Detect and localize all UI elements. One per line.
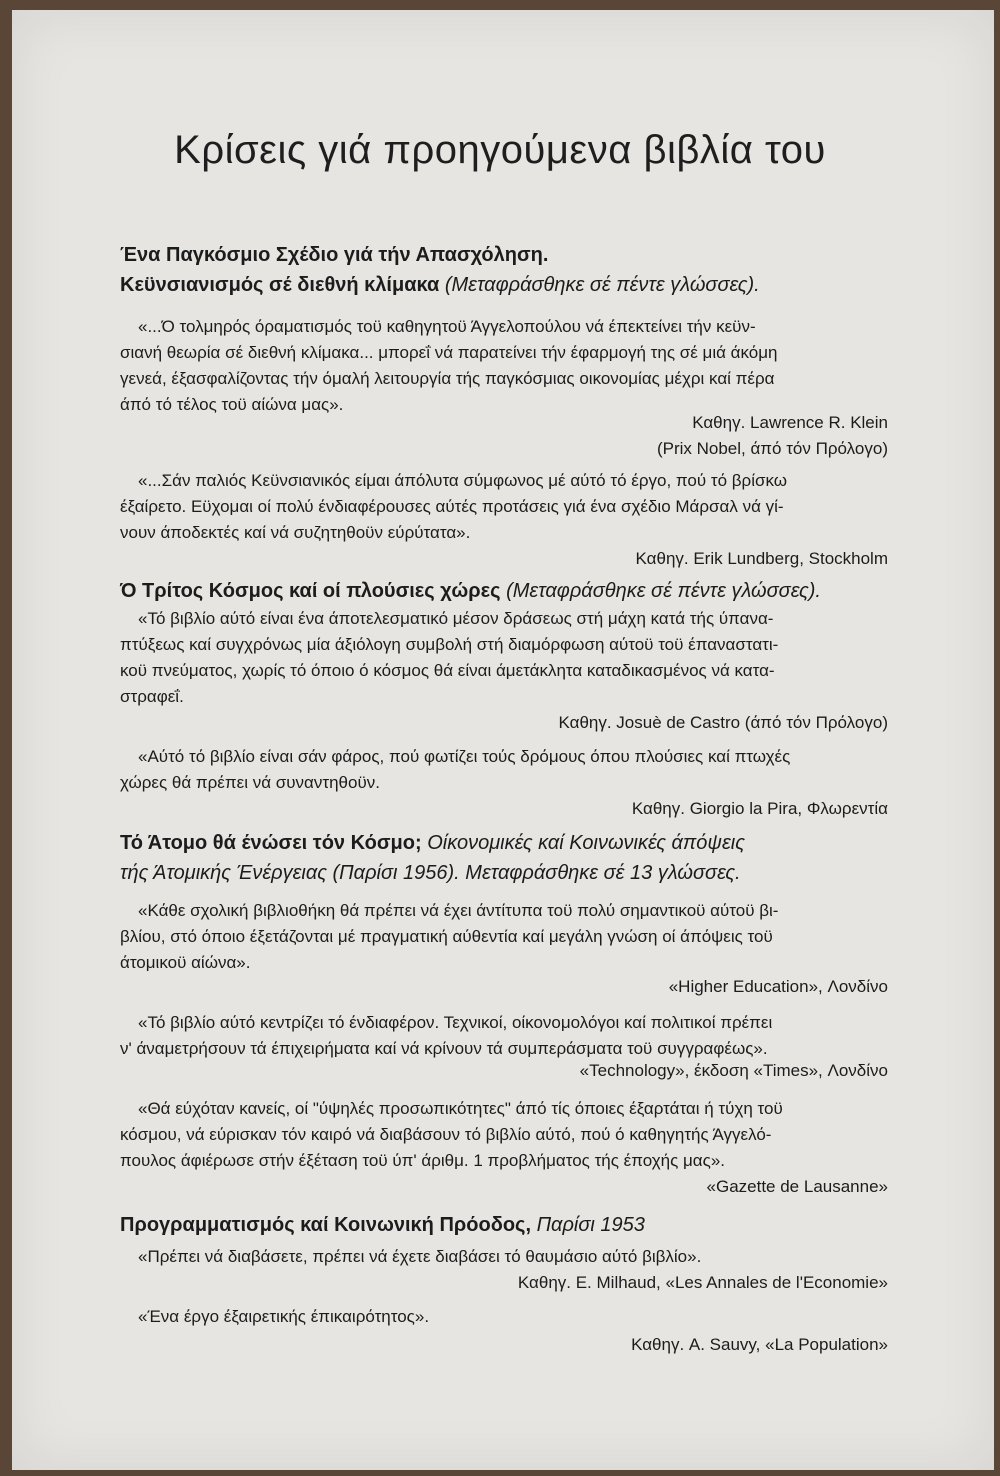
- review-text-line: «Πρέπει νά διαβάσετε, πρέπει νά έχετε διαβάσει τό θαυμάσιο αύτό βιβλίο».: [138, 1247, 702, 1266]
- section-2-heading: [120, 578, 888, 604]
- section-4-heading-italic: Παρίσι 1953: [536, 1214, 645, 1236]
- review-text-line: «Κάθε σχολική βιβλιοθήκη θά πρέπει νά έχει άντίτυπα τοϋ πολύ σημαντικοϋ αύτοϋ βι-: [138, 901, 779, 920]
- section-3-heading-line2: τής Άτομικής Ένέργειας (Παρίσι 1956). Μεταφράσθηκε σέ 13 γλώσσες.: [120, 862, 741, 884]
- review-text-line: άτομικοϋ αίώνα».: [120, 953, 251, 972]
- review-source: «Gazette de Lausanne»: [706, 1177, 888, 1196]
- section-1-heading-line1: Ένα Παγκόσμιο Σχέδιο γιά τήν Απασχόληση.: [120, 244, 549, 266]
- section-4-heading: [120, 1212, 888, 1238]
- page-title: Κρίσεις γιά προηγούμενα βιβλία του: [174, 128, 826, 172]
- review-text-line: κοϋ πνεύματος, χωρίς τό όποιο ό κόσμος θά είναι άμετάκλητα καταδικασμένος νά κατα-: [120, 661, 775, 680]
- review-text-line: «Θά εύχόταν κανείς, οί "ύψηλές προσωπικότητες" άπό τίς όποιες έξαρτάται ή τύχη τοϋ: [138, 1099, 783, 1118]
- review-text-line: ν' άναμετρήσουν τά έπιχειρήματα καί νά κρίνουν τά συμπεράσματα τοϋ συγγραφέως».: [120, 1039, 768, 1058]
- review-text-line: πτύξεως καί συγχρόνως μία άξιόλογη συμβολή στή διαμόρφωση αύτοϋ τοϋ έπαναστατι-: [120, 635, 779, 654]
- review-text-line: «Τό βιβλίο αύτό κεντρίζει τό ένδιαφέρον. Τεχνικοί, οίκονομολόγοι καί πολιτικοί πρέπει: [138, 1013, 773, 1032]
- review-text-line: «...Σάν παλιός Κεϋνσιανικός είμαι άπόλυτα σύμφωνος μέ αύτό τό έργο, πού τό βρίσκω: [138, 471, 788, 490]
- review-text-line: χώρες θά πρέπει νά συναντηθοϋν.: [120, 773, 380, 792]
- review-text-line: γενεά, έξασφαλίζοντας τήν όμαλή λειτουργία τής παγκόσμιας οικονομίας μέχρι καί πέρα: [120, 369, 775, 388]
- review-text-line: άπό τό τέλος τοϋ αίώνα μας».: [120, 395, 344, 414]
- review-text-line: έξαίρετο. Εϋχομαι οί πολύ ένδιαφέρουσες αύτές προτάσεις γιά ένα σχέδιο Μάρσαλ νά γί-: [120, 497, 784, 516]
- review-text-line: πουλος άφιέρωσε στήν έξέταση τοϋ ύπ' άριθμ. 1 προβλήματος τής έποχής μας».: [120, 1151, 726, 1170]
- review-text-line: νουν άποδεκτές καί νά συζητηθοϋν εύρύτατα».: [120, 523, 471, 542]
- section-1-heading-italic: (Μεταφράσθηκε σέ πέντε γλώσσες).: [444, 274, 760, 296]
- review-text-line: στραφεΐ.: [120, 687, 184, 706]
- review-source: Καθηγ. Josuè de Castro (άπό τόν Πρόλογο): [558, 713, 888, 732]
- review-text-line: βλίου, στό όποιο έξετάζονται μέ πραγματική αύθεντία καί μεγάλη γνώση οί άπόψεις τοϋ: [120, 927, 773, 946]
- section-2-heading-bold: Ό Τρίτος Κόσμος καί οί πλούσιες χώρες: [120, 580, 501, 602]
- review-source: Καθηγ. A. Sauvy, «La Population»: [631, 1335, 888, 1354]
- review-text-line: σιανή θεωρία σέ διεθνή κλίμακα... μπορεΐ νά παρατείνει τήν έφαρμογή της σέ μιά άκόμη: [120, 343, 778, 362]
- section-1-heading-bold: Κεϋνσιανισμός σέ διεθνή κλίμακα: [120, 274, 440, 296]
- review-text-line: «Αύτό τό βιβλίο είναι σάν φάρος, πού φωτίζει τούς δρόμους όπου πλούσιες καί πτωχές: [138, 747, 791, 766]
- reviews-content: [120, 0, 888, 1476]
- review-source: (Prix Nobel, άπό τόν Πρόλογο): [656, 439, 888, 458]
- section-3-heading-bold: Τό Άτομο θά ένώσει τόν Κόσμο;: [120, 832, 422, 854]
- review-text-line: «...Ό τολμηρός όραματισμός τοϋ καθηγητοϋ Άγγελοπούλου νά έπεκτείνει τήν κεϋν-: [138, 317, 756, 336]
- review-source: Καθηγ. Erik Lundberg, Stockholm: [635, 549, 888, 568]
- review-text-line: «Ένα έργο έξαιρετικής έπικαιρότητος».: [138, 1307, 430, 1326]
- review-source: «Technology», έκδοση «Times», Λονδίνο: [579, 1061, 888, 1080]
- section-4-heading-bold: Προγραμματισμός καί Κοινωνική Πρόοδος,: [120, 1214, 531, 1236]
- section-3-heading-line1: [120, 830, 888, 856]
- section-2-heading-italic: (Μεταφράσθηκε σέ πέντε γλώσσες).: [506, 580, 821, 602]
- review-source: Καθηγ. Lawrence R. Klein: [692, 413, 888, 432]
- review-source: «Higher Education», Λονδίνο: [668, 977, 888, 996]
- review-text-line: «Τό βιβλίο αύτό είναι ένα άποτελεσματικό μέσον δράσεως στή μάχη κατά τής ύπανα-: [138, 609, 774, 628]
- review-text-line: κόσμου, νά εύρισκαν τόν καιρό νά διαβάσουν τό βιβλίο αύτό, πού ό καθηγητής Άγγελό-: [120, 1125, 772, 1144]
- review-source: Καθηγ. Ε. Milhaud, «Les Annales de l'Economie»: [517, 1273, 888, 1292]
- section-1-heading-line2: [120, 272, 888, 298]
- review-source: Καθηγ. Giorgio la Pira, Φλωρεντία: [631, 799, 888, 818]
- section-3-heading-italic: Οίκονομικές καί Κοινωνικές άπόψεις: [427, 832, 745, 854]
